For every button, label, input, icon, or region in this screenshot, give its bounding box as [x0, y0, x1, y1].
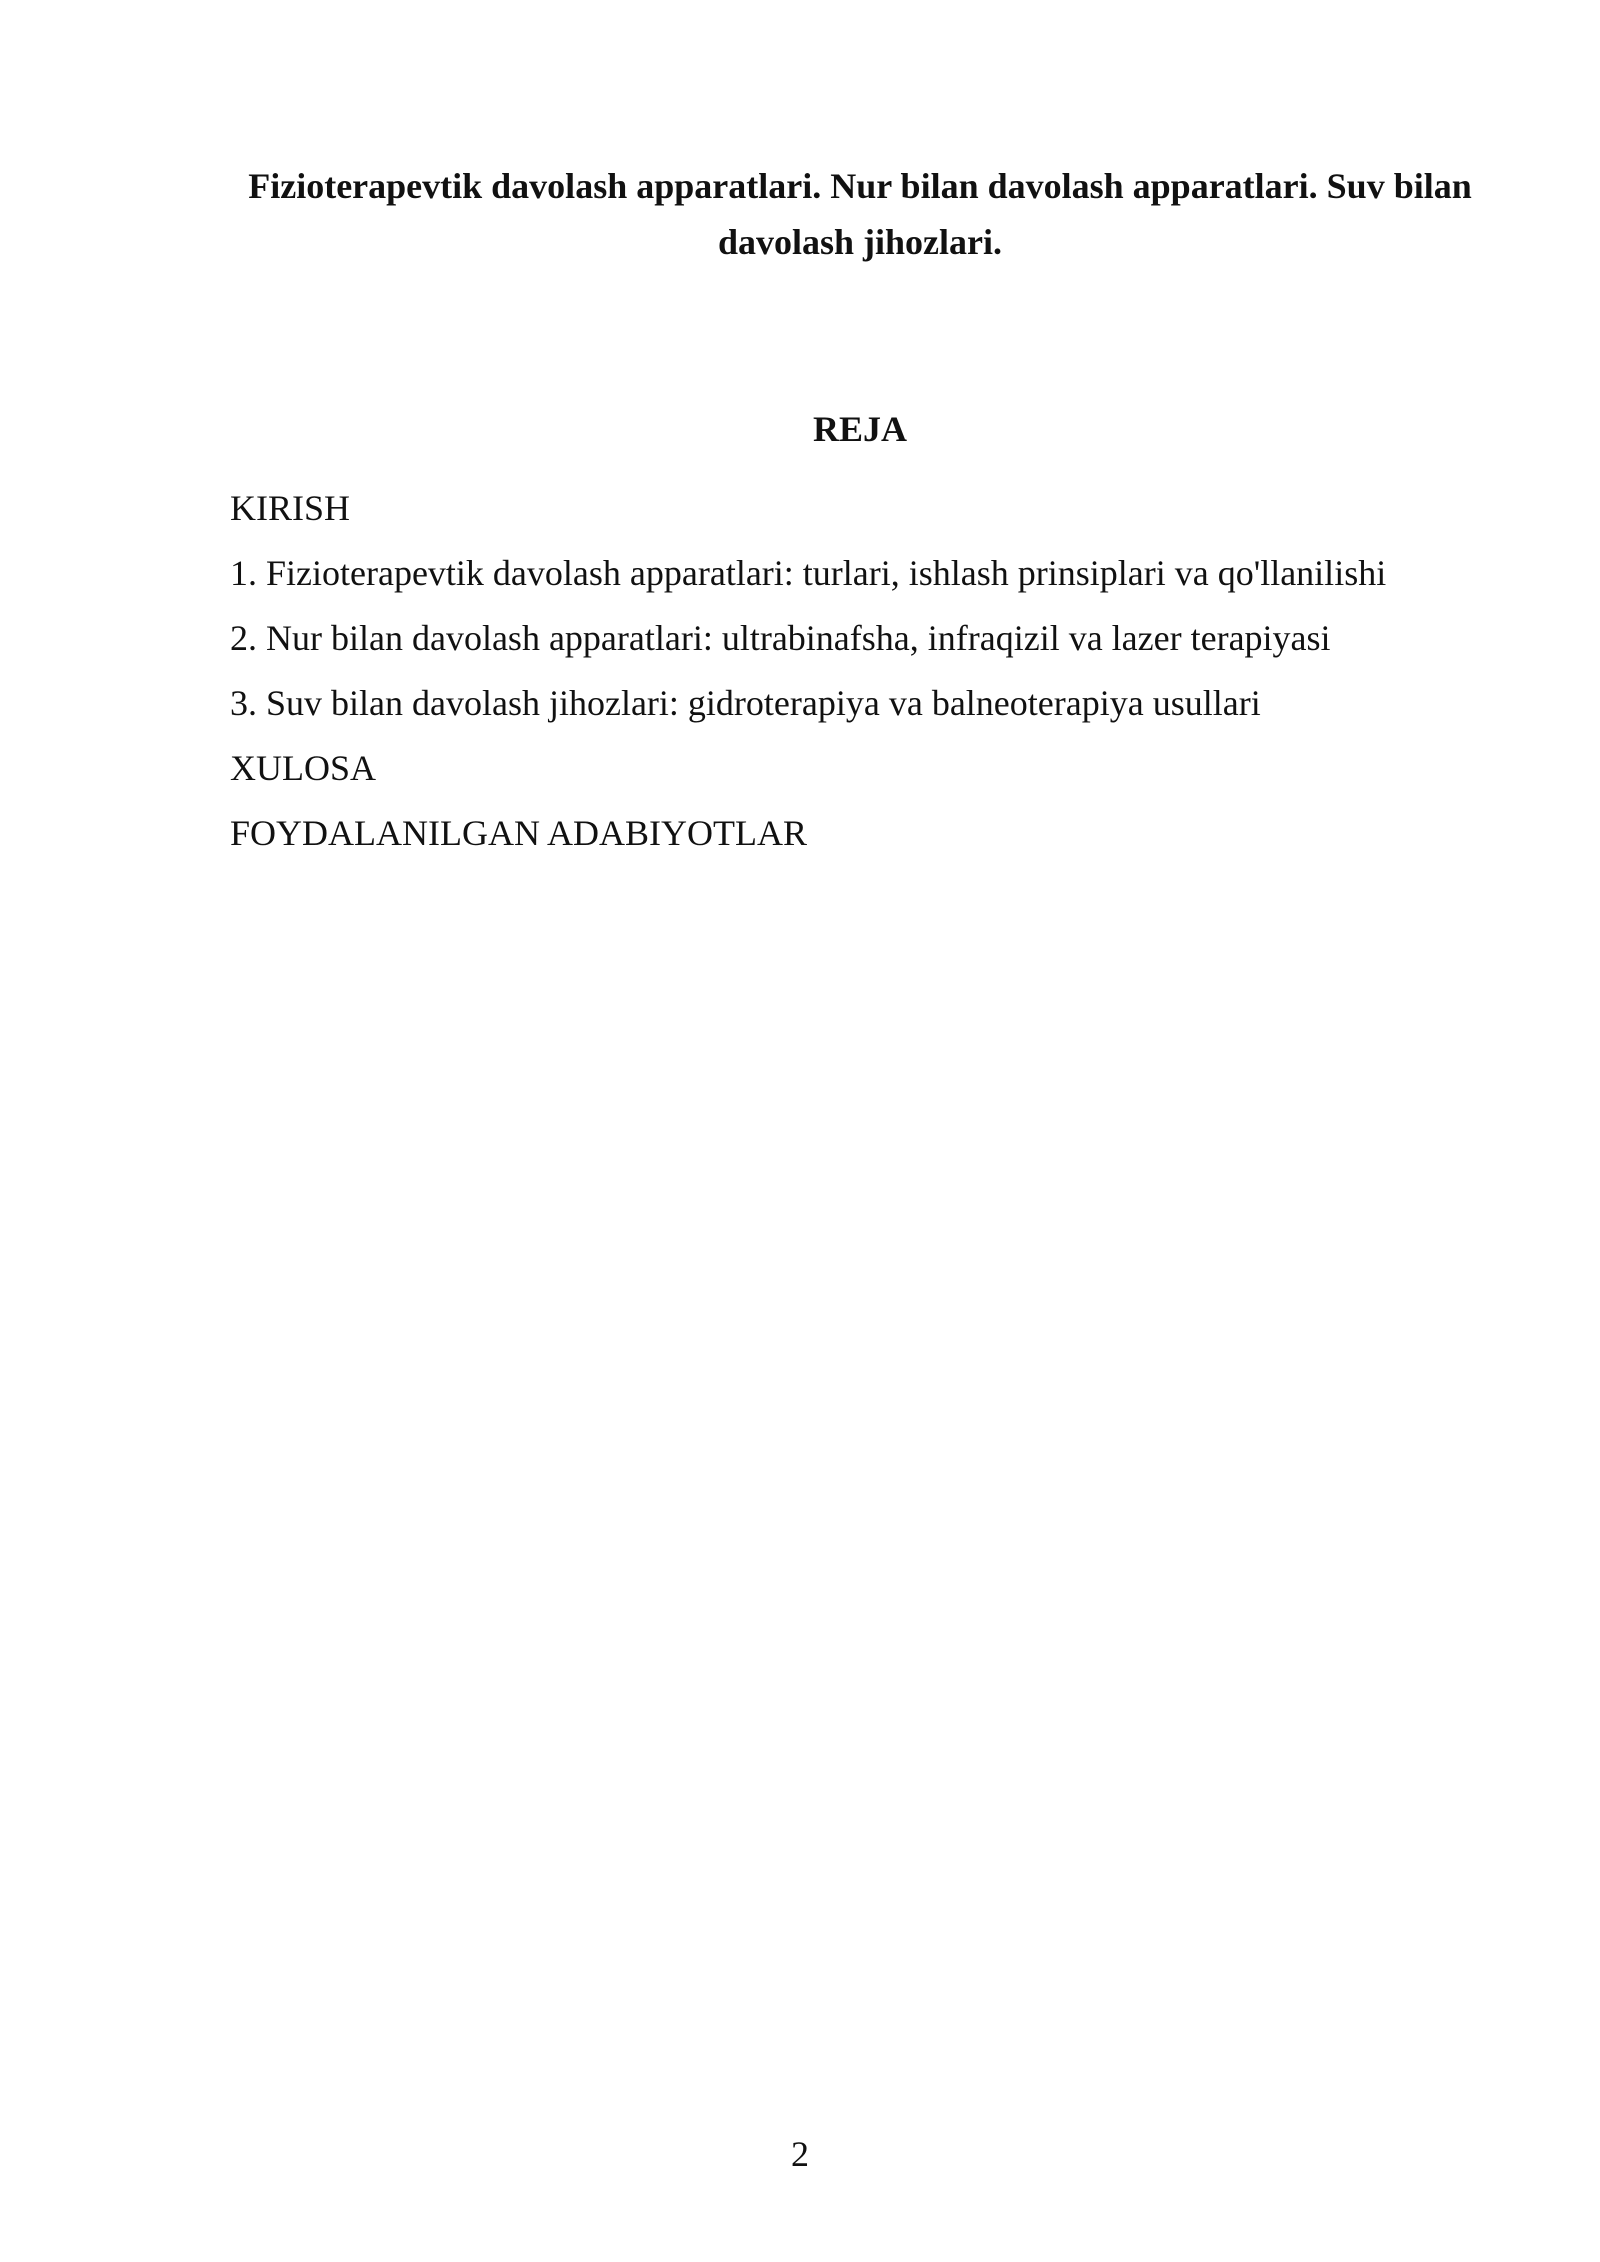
- plan-item-introduction: KIRISH: [230, 488, 351, 528]
- document-title: Fizioterapevtik davolash apparatlari. Nur bilan davolash apparatlari. Suv bilan davolash jihozlari.: [248, 166, 1472, 262]
- plan-item-references: FOYDALANILGAN ADABIYOTLAR: [230, 813, 807, 853]
- page-number: 2: [791, 2134, 809, 2174]
- plan-item-3: 3. Suv bilan davolash jihozlari: gidroterapiya va balneoterapiya usullari: [230, 683, 1261, 723]
- plan-item-conclusion: XULOSA: [230, 748, 377, 788]
- plan-list: [230, 476, 1530, 866]
- plan-item-1: 1. Fizioterapevtik davolash apparatlari: turlari, ishlash prinsiplari va qo'llanilishi: [230, 553, 1387, 593]
- plan-item-2: 2. Nur bilan davolash apparatlari: ultrabinafsha, infraqizil va lazer terapiyasi: [230, 618, 1331, 658]
- plan-heading: REJA: [812, 409, 907, 449]
